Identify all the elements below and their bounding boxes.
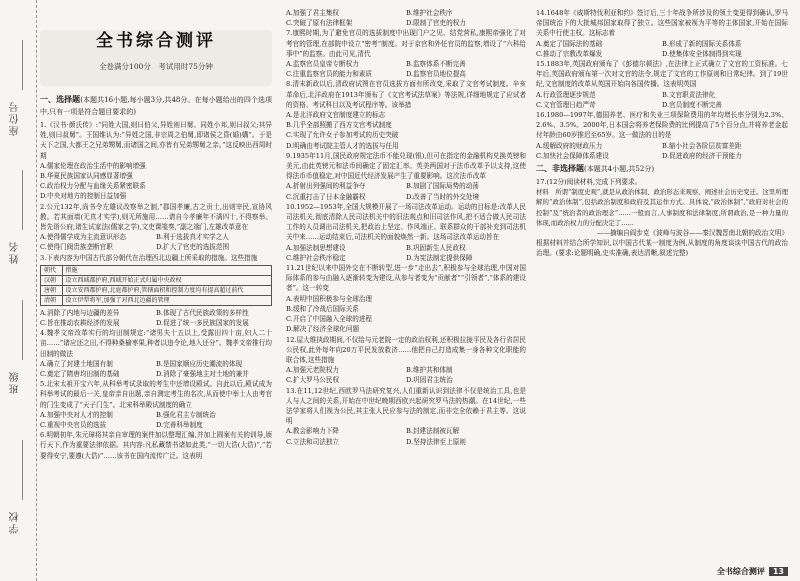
option[interactable]: A.加强法制思想建设	[286, 243, 346, 252]
measures-table: 朝代 措施 汉朝 设立西域都护府,西域开始正式归属中央政权 唐朝 设立安西都护府,北庭都护府,管辖面积和控制力度均有提高超过前代 清朝 设立伊犁将军,加强了对西北边疆的管理	[40, 265, 272, 306]
option[interactable]: B.利于选拔真才实学之人	[156, 233, 229, 242]
option[interactable]: B.华夏民族国家认同感显著增强	[40, 172, 133, 181]
option[interactable]: C.使得门阀贵族垄断官职	[40, 243, 113, 252]
option[interactable]: A.教会影响力下降	[286, 427, 340, 436]
option[interactable]: A.加强了君主集权	[286, 9, 340, 17]
option[interactable]: D.监察官员地位提高	[406, 70, 466, 79]
option[interactable]: C.维护社会秩序稳定	[286, 253, 346, 262]
question-14: 14.1648年《威斯特伐利亚和约》签订后,三十年战争所涉及的领土变更得到确认,罗马帝国统治下的大批城邦国家取得了独立。这些国家被视为平等的主体国家,开始在国际关系中行使主权。这标志着 A.奠定了国际法的基础 B.形成了新的国际关系体系 C.推动了宗教改革爆发 D.使集体安全体制得到实现	[536, 9, 788, 58]
option[interactable]: D.明确由考试院主管人才的选拔与任用	[286, 141, 399, 150]
question-1: 1.《汉书·颜氏传》:“同姓大国,则曰伯父,异姓则曰舅。同姓小邦,则曰叔父;其异姓,则曰叔舅”。王国维认为:“异姓之国,非宗周之伯舅,即诸侯之昏(婚)媾”。于是天下之国,大都王之兄弟甥舅,而诸国之间,亦皆有兄弟甥舅之亲。”这反映出西周时期 A.儒家伦理在政治生活中的影响增强 B.华夏民族国家认同感显著增强 C.政治权力分配与血缘关系紧密联系 D.中央对地方的控制日益加强	[40, 121, 272, 201]
seat-label: 座位号	[10, 100, 21, 136]
class-label: 班级	[10, 370, 21, 394]
section-1-heading: 一、选择题(本题共16小题,每小题3分,共48分。在每小题给出的四个选项中,只有一项是符合题目要求的)	[40, 95, 272, 116]
option[interactable]: A.儒家伦理在政治生活中的影响增强	[40, 161, 146, 170]
option[interactable]: B.体现了古代民族政策的多样性	[156, 308, 249, 317]
option[interactable]: B.维护共和体制	[406, 366, 453, 375]
option[interactable]: A.使得儒学成为主流意识形态	[40, 233, 126, 242]
option[interactable]: D.使集体安全体制得到实现	[662, 49, 742, 58]
option[interactable]: A.加强元老院权力	[286, 366, 340, 375]
option[interactable]: C.推动了宗教改革爆发	[536, 49, 603, 58]
option[interactable]: B.维护社会秩序	[406, 9, 453, 17]
material-source: ——摘编自阎步克《波峰与波谷——秦汉魏晋南北朝的政治文明》	[596, 229, 788, 238]
option[interactable]: C.实现了允许女子参加考试的历史突破	[286, 131, 399, 140]
option[interactable]: B.缩小社会各阶层贫富差距	[662, 141, 742, 150]
page-footer: 全书综合测评 13	[717, 566, 788, 577]
option[interactable]: C.奠定了隋唐均田制的基础	[40, 370, 120, 379]
option[interactable]: B.巩固新生人民政权	[406, 243, 466, 252]
title-box	[40, 30, 272, 86]
question-9: 9.1935年11月,国民政府规定法币不能兑现(银),但可在指定的金融机构兑换英镑和美元,由此英镑元和法币间确定了固定汇率。英美两国对于法币改革予以支持,这使得法币币值稳定,对中国近代经济发展产生了重要影响。这次法币改革 A.折射出列强间的利益争夺 B.加剧了国际局势的动荡 C.沉重打击了日本金融霸权 D.改善了当时的外交处境	[286, 151, 526, 201]
question-2: 2.公元132年,尚书令左雄议改察举之制,”郡国孝廉,古之贡士,出则宰民,宣协风教。若其面墙(无真才实学),则无所施用……请自今孝廉年不满四十,不得察举。皆先诣公府,诸生试家法(儒家之学),文吏课笺奏,”副之端门,左雄改革意在 A.使得儒学成为主流意识形态 B.利于选拔真才实学之人 C.使得门阀贵族垄断官职 D.扩大了官吏的选拔范围	[40, 202, 272, 252]
option[interactable]: D.消除了豪强地主对土地的兼并	[156, 370, 249, 379]
option[interactable]: D.中央对地方的控制日益加强	[40, 192, 127, 201]
option[interactable]: B.形成了新的国际关系体系	[662, 39, 742, 48]
option[interactable]: A.奠定了国际法的基础	[536, 39, 603, 48]
option[interactable]: A.监察官员皇帝专断权力	[286, 60, 359, 69]
option[interactable]: D.改善了当时的外交处境	[406, 192, 480, 201]
option[interactable]: C.注重监察官员的能力和素质	[286, 70, 373, 79]
option[interactable]: D.解决了经济全球化问题	[286, 325, 360, 334]
option[interactable]: C.政治权力分配与血缘关系紧密联系	[40, 182, 146, 191]
question-3: 3.下表内容为中国古代部分朝代在治理西北边疆上所采取的措施。这些措施 朝代 措施 汉朝 设立西域都护府,西域开始正式归属中央政权 唐朝 设立安西都护府,北庭都护府,管辖面积和控制力度均有提高超过前代 清朝 设立伊犁将军,加强了对西北边疆的管理 A.消除了内地与边疆的差异 B.体现了古代民族政策的多样性 C.旨在推动农耕经济的发展 D.促进了统一多民族国家的发展	[40, 253, 272, 329]
column-1	[40, 8, 272, 461]
question-11: 11.21世纪以来中国外交在不断转型,进一步“走出去”,积极参与全球治理,中国对国际体系的参与由融入逐渐转变为建设,从参与者变为“贡献者”“引领者”,“体系的建设者”。这一转变 A.表明中国积极参与全球治理 B.缓和了冷战后国际关系 C.开启了中国融入全球的进程 D.解决了经济全球化问题	[286, 264, 526, 334]
question-15: 15.1883年,英国政府颁布了《彭德尔顿法》,在法律上正式确立了文官的工资标准。七年后,英国政府颁布第一次对文官的法令,规定了文官的工作原则和日常纪律。到了19世纪,文官制度的改革从英国开始向各国传播。这表明英国 A.行政管理逐步规范 B.文官职责法律化 C.文官管理日趋严苛 D.官员制度不断完善	[536, 60, 788, 109]
option[interactable]: D.促进政府的经济干预能力	[662, 151, 742, 160]
column-3	[536, 8, 788, 259]
question-4: 4.魏孝文帝改革实行的均田制规定:“诸男夫十五以上,受露田四十亩,妇人二十亩……”诸应还之田,不得种桑榆枣果,种者以违令论,地入还分”。魏孝文帝推行均田制的做法 A.确立了封建土地国有制 B.是国家顺应历史潮流的体现 C.奠定了隋唐均田制的基础 D.消除了豪强地主对土地的兼并	[40, 329, 272, 379]
option[interactable]: C.突破了原有法律框架	[286, 19, 353, 28]
option[interactable]: D.限制了官吏的权力	[406, 19, 466, 28]
option[interactable]: C.立法和司法独立	[286, 437, 340, 446]
name-label: 姓名	[10, 240, 21, 264]
option[interactable]: B.几乎全部照搬了西方文官考试制度	[286, 121, 392, 130]
option[interactable]: B.是国家顺应历史潮流的体现	[156, 359, 243, 368]
option[interactable]: A.是北洋政府文官制度建立的标志	[286, 111, 386, 120]
page-title: 全书综合测评	[96, 31, 216, 51]
option[interactable]: D.扩大了官吏的选拔范围	[156, 243, 230, 252]
option[interactable]: D.完善科举制度	[156, 421, 203, 430]
binding-strip	[0, 0, 37, 581]
option[interactable]: B.加剧了国际局势的动荡	[406, 182, 479, 191]
question-8: 8.清末新政以后,清政府试图在官员选拔方面有所改变,采取了文官考试制度。辛亥革命后,北洋政府在1913年颁布了《文官考试法草案》等法规,详细地规定了应试者的资格、考试科目以及考试程序等。该举措 A.是北洋政府文官制度建立的标志 B.几乎全部照搬了西方文官考试制度 C.实现了允许女子参加考试的历史突破 D.明确由考试院主管人才的选拔与任用	[286, 80, 526, 150]
option[interactable]: D.促进了统一多民族国家的发展	[156, 319, 249, 328]
option[interactable]: A.加强中央对人才的控制	[40, 410, 113, 419]
question-requirement: 根据材料并结合所学知识,以中国古代某一制度为例,从制度的角度谈谈中国古代的政治治理。(要求:论题明确,史实准确,表达清晰,叙述完整)	[536, 239, 788, 258]
question-6-options	[286, 8, 526, 28]
material-text: 材料 所谓“制度史观”,就是从政治体制、政治形态来观察、阐述社会历史变迁。这里所理解的“政治体制”,包括政治制度和政府及其运作方式。具体说,“政治体制”,“政府对社会的控制”及“统治者的政治理念”……一般而言,人事制度和法律制度,所谓政治,是一种力量的体现,而政治权力的分配决定了……	[536, 188, 788, 227]
option[interactable]: A.确立了封建土地国有制	[40, 359, 113, 368]
question-7: 7.康熙时期,为了避免官员的选拔制度中出现门户之见、结党营私,康熙帝强化了对考官的管理,在部院中设立“密考”制度。对于京官和外任官员的监察,增设了“六科给事中”的监察。由此可见,清代 A.监察官员皇帝专断权力 B.监察体系不断完善 C.注重监察官员的能力和素质 D.监察官员地位提高	[286, 29, 526, 79]
option[interactable]: A.行政管理逐步规范	[536, 90, 596, 99]
option[interactable]: B.监察体系不断完善	[406, 60, 466, 69]
question-10: 10.1952—1953年,全国大规模开展了一场司法改革运动。运动的目标是:改革人民司法机关,彻底清除人民司法机关中的旧法观点和旧司法作风,把不适合做人民司法工作的人员调出司法机关,把政治上坚定、作风端正、联系群众的干部补充到司法机关中来……运动结束后,司法机关的面貌焕然一新。这场司法改革运动旨在 A.加强法制思想建设 B.巩固新生人民政权 C.维护社会秩序稳定 D.为宪法制定提供保障	[286, 202, 526, 262]
question-6: 6.明朝初年,朱元璋将其亲自审理的案件加以整理汇编,并加上圆案有关的训导,颁行天下,作为重要法律依据。其内容:凡私藏禁书诸如此类,“一切大诰(大诰)”,“若要得安宁,要遵(大诰)”……该书在国内流传广泛。这表明	[40, 431, 272, 460]
option[interactable]: C.扩大罗马公民权	[286, 376, 340, 385]
question-5: 5.北宋太祖开宝六年,从科举考试录取的考生中还增设殿试。自此以后,殿试成为科举考试的最后一关,皇帝亲自出题,亲自测定考生的名次,从而使中举士人由考官的门生变成了“天子门生”。北宋科举殿试制度的确立 A.加强中央对人才的控制 B.强化君主专制统治 C.重视中央官员的选拔 D.完善科举制度	[40, 380, 272, 430]
option[interactable]: C.文官管理日趋严苛	[536, 100, 596, 109]
option[interactable]: A.折射出列强间的利益争夺	[286, 182, 366, 191]
page-number: 13	[769, 567, 788, 576]
option[interactable]: D.巩固君主统治	[406, 376, 453, 385]
question-17: 17.(12分)阅读材料,完成下列要求。 材料 所谓“制度史观”,就是从政治体制、政治形态来观察、阐述社会历史变迁。这里所理解的“政治体制”,包括政治制度和政府及其运作方式。具体说,“政治体制”,“政府对社会的控制”及“统治者的政治理念”……一般而言,人事制度和法律制度,所谓政治,是一种力量的体现,而政治权力的分配决定了…… ——摘编自阎步克《波峰与波谷——秦汉魏晋南北朝的政治文明》 根据材料并结合所学知识,以中国古代某一制度为例,从制度的角度谈谈中国古代的政治治理。(要求:论题明确,史实准确,表达清晰,叙述完整)	[536, 178, 788, 258]
option[interactable]: C.旨在推动农耕经济的发展	[40, 319, 120, 328]
option[interactable]: B.封建法制被瓦解	[406, 427, 460, 436]
option[interactable]: D.坚持法律至上原则	[406, 437, 466, 446]
section-2-heading: 二、非选择题(本题共4小题,共52分)	[536, 164, 655, 174]
page-subtitle: 全卷满分100分 考试用时75分钟	[99, 62, 213, 71]
option[interactable]: A.缓解政府的财政压力	[536, 141, 603, 150]
option[interactable]: A.消除了内地与边疆的差异	[40, 308, 120, 317]
option[interactable]: B.文官职责法律化	[662, 90, 716, 99]
question-12: 12.屋大维执政期间,不仅给与元老院一定的政治权利,还积极拉拢平民及各行省居民公民权,此外每年向20万平民发放救济……他把自己打造成集一身各种文化职能的联合体,这些措施 A.加强元老院权力 B.维护共和体制 C.扩大罗马公民权 D.巩固君主统治	[286, 335, 526, 385]
option[interactable]: C.开启了中国融入全球的进程	[286, 315, 373, 324]
question-13: 13.在11,12世纪,西欧罗马法研究复兴,人们重新认识到法律不仅是统治工具,也是人与人之间的关系,开始在中世纪晚期西欧兴起研究罗马法的热潮。在14世纪,一些法学家将人们视为公民,其主张人民应参与法的制定,而非完全依赖于君主等。这说明 A.教会影响力下降 B.封建法制被瓦解 C.立法和司法独立 D.坚持法律至上原则	[286, 386, 526, 446]
option[interactable]: A.表明中国积极参与全球治理	[286, 294, 372, 303]
option[interactable]: D.官员制度不断完善	[662, 100, 722, 109]
option[interactable]: B.强化君主专制统治	[156, 410, 216, 419]
option[interactable]: C.加快社会保障体系建设	[536, 151, 609, 160]
question-16: 16.1980—1997年,德国养老、医疗和失业三项保险费用的年均增长率分别为2.3%、2.6%、3.5%。2000年,日本国会将养老保险费的比例提高了5个百分点,并将养老金起付年龄由60岁推迟至65岁。这一做法的目的是 A.缓解政府的财政压力 B.缩小社会各阶层贫富差距 C.加快社会保障体系建设 D.促进政府的经济干预能力	[536, 111, 788, 160]
school-label: 学校	[10, 510, 21, 534]
option[interactable]: C.重视中央官员的选拔	[40, 421, 107, 430]
option[interactable]: D.为宪法制定提供保障	[406, 253, 473, 262]
option[interactable]: B.缓和了冷战后国际关系	[286, 304, 359, 313]
option[interactable]: C.沉重打击了日本金融霸权	[286, 192, 366, 201]
column-2	[286, 8, 526, 447]
